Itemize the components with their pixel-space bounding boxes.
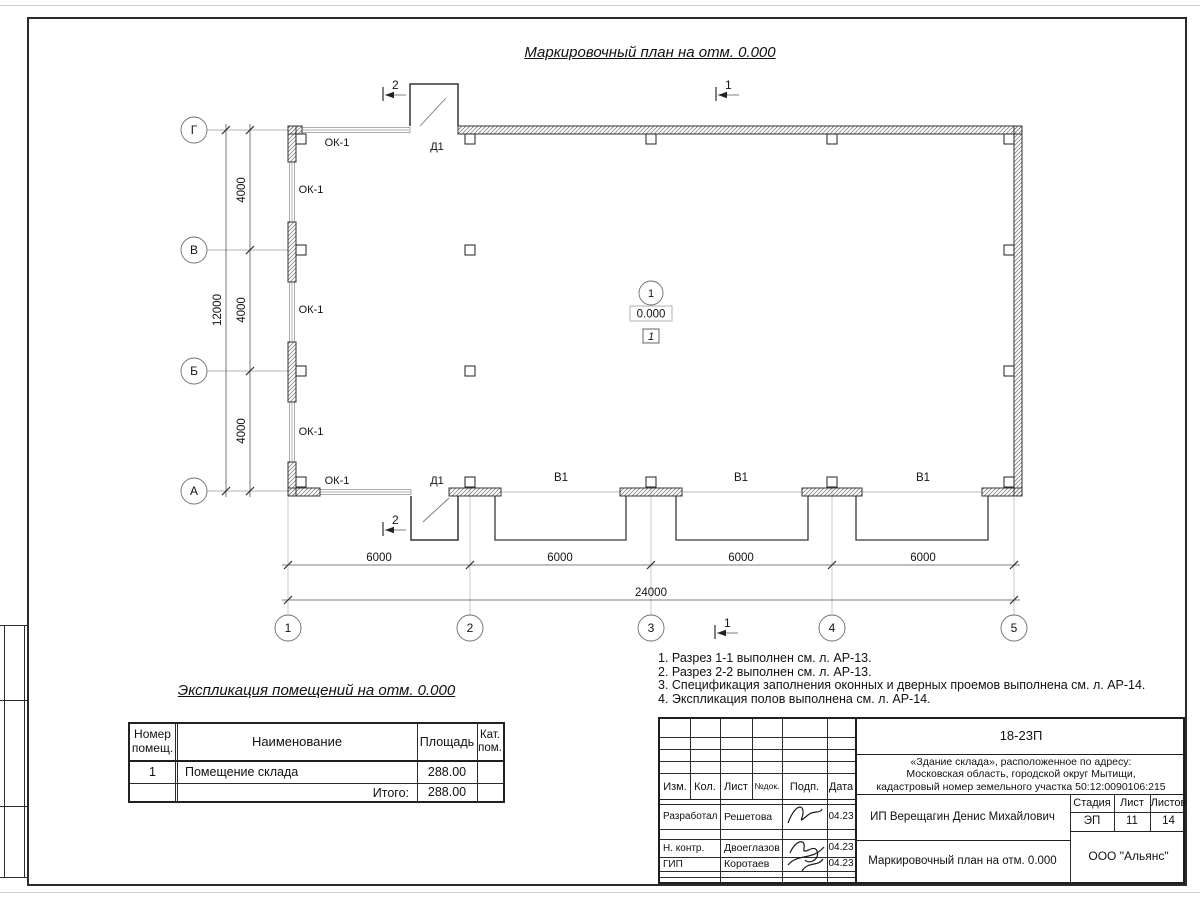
- window-label: ОК-1: [324, 137, 350, 149]
- dimensions: [212, 124, 1020, 604]
- dim-total: 24000: [635, 587, 667, 599]
- section-marker-1-top: [716, 78, 739, 101]
- stage-value: ЭП: [1083, 814, 1101, 827]
- stamp-col-list: Лист: [724, 780, 748, 793]
- stamp-col-data: Дата: [828, 780, 854, 793]
- schedule-header-area: Площадь: [419, 734, 475, 749]
- schedule-header-name: Наименование: [251, 733, 343, 749]
- window-label: ОК-1: [298, 426, 324, 438]
- schedule-row-name: Помещение склада: [185, 765, 299, 779]
- note-line: 3. Спецификация заполнения оконных и дверных проемов выполнена см. л. АР-14.: [658, 678, 1146, 692]
- section-marker-1-bottom: [715, 616, 738, 639]
- sheet-label: Лист: [1120, 796, 1144, 809]
- doc-number: 18-23П: [999, 728, 1043, 744]
- floor-type-mark: 1: [647, 331, 655, 343]
- stamp-name: Решетова: [724, 810, 773, 823]
- dim-bay: 6000: [547, 552, 573, 564]
- dim-bay: 6000: [366, 552, 392, 564]
- dim-bay: 6000: [910, 552, 936, 564]
- dim-row: 4000: [236, 418, 248, 444]
- stage-label: Стадия: [1073, 796, 1111, 809]
- schedule-title: Экспликация помещений на отм. 0.000: [177, 682, 456, 699]
- bottom-vestibule: [411, 496, 458, 540]
- note-line: 4. Экспликация полов выполнена см. л. АР-14.: [658, 691, 931, 706]
- schedule-header-category: Кат. пом.: [478, 728, 502, 754]
- elevation-mark: 0.000: [636, 308, 666, 321]
- company-name: ООО "Альянс": [1088, 849, 1169, 864]
- door-leaf: [423, 498, 449, 522]
- plan-title: Маркировочный план на отм. 0.000: [524, 44, 776, 61]
- stamp-role: Разработал: [663, 811, 718, 822]
- axis-row-label: Г: [190, 123, 198, 137]
- window-label: ОК-1: [324, 475, 350, 487]
- section-marker-2-top: [383, 78, 406, 101]
- stamp-date: 04.23: [828, 810, 854, 822]
- client-name: ИП Верещагин Денис Михайлович: [870, 810, 1055, 823]
- stamp-date: 04.23: [828, 842, 854, 854]
- window-label: ОК-1: [298, 184, 324, 196]
- stamp-sheet-title: Маркировочный план на отм. 0.000: [868, 854, 1057, 867]
- dock: [856, 496, 988, 540]
- door-leaf: [420, 98, 446, 126]
- svg-text:1: 1: [724, 616, 731, 630]
- axis-col-label: 4: [828, 621, 836, 635]
- paper-edge-bottom: [0, 892, 1200, 893]
- gate-label: В1: [733, 472, 749, 484]
- window-label: ОК-1: [298, 304, 324, 316]
- door-label: Д1: [430, 475, 444, 487]
- axis-row-label: А: [189, 484, 199, 498]
- svg-text:1: 1: [725, 78, 732, 92]
- axis-col-label: 2: [466, 621, 474, 635]
- axis-row-label: В: [189, 243, 199, 257]
- sheets-label: Листов: [1150, 796, 1187, 809]
- top-vestibule: [410, 84, 458, 126]
- stamp-col-doc: №док.: [754, 781, 780, 792]
- axis-row-label: Б: [190, 364, 198, 378]
- note-line: 2. Разрез 2-2 выполнен см. л. АР-13.: [658, 664, 872, 679]
- signatures: [782, 801, 827, 879]
- project-address: «Здание склада», расположенное по адресу: Московская область, городской округ Мытищи, кадастровый номер земельного участка 50:12:0090106:215: [876, 756, 1166, 793]
- sheet-value: 11: [1126, 814, 1138, 827]
- axis-col-label: 5: [1010, 621, 1018, 635]
- dim-row: 4000: [236, 177, 248, 203]
- svg-text:2: 2: [392, 513, 399, 527]
- dim-bay: 6000: [728, 552, 754, 564]
- stamp-name: Двоеглазов: [724, 842, 780, 854]
- stamp-role: ГИП: [663, 858, 683, 870]
- door-label: Д1: [430, 141, 444, 153]
- paper-edge-top: [0, 5, 1200, 6]
- schedule-total-area: 288.00: [427, 785, 467, 800]
- axis-col-label: 3: [647, 621, 655, 635]
- schedule-table: [128, 722, 505, 803]
- dim-row: 4000: [236, 297, 248, 323]
- schedule-header-number: Номер помещ.: [131, 727, 174, 755]
- section-marker-2-bottom: [383, 513, 406, 536]
- title-block: [658, 717, 1185, 884]
- schedule-total-label: Итого:: [372, 785, 409, 800]
- schedule-row-number: 1: [149, 764, 156, 779]
- stamp-col-izm: Изм.: [663, 780, 687, 793]
- interior-column: [465, 366, 475, 376]
- notes-list: [658, 652, 1180, 706]
- axis-col-label: 1: [284, 621, 292, 635]
- stamp-date: 04.23: [828, 858, 854, 870]
- opening-labels: [299, 137, 930, 487]
- gate-label: В1: [915, 472, 931, 484]
- gate-label: В1: [553, 472, 569, 484]
- floor-plan-drawing: [160, 35, 1090, 650]
- stamp-col-kol: Кол.: [694, 780, 716, 793]
- interior-column: [465, 245, 475, 255]
- sheets-value: 14: [1162, 814, 1175, 827]
- stamp-role: Н. контр.: [663, 842, 705, 854]
- note-line: 1. Разрез 1-1 выполнен см. л. АР-13.: [658, 651, 872, 665]
- stamp-name: Коротаев: [724, 858, 770, 870]
- dock: [676, 496, 808, 540]
- stamp-col-podp: Подп.: [789, 780, 820, 793]
- dim-row-total: 12000: [212, 294, 224, 326]
- schedule-row-area: 288.00: [427, 764, 467, 779]
- svg-text:2: 2: [392, 78, 399, 92]
- room-mark: [630, 281, 672, 343]
- dock: [495, 496, 626, 540]
- room-number: 1: [647, 288, 655, 300]
